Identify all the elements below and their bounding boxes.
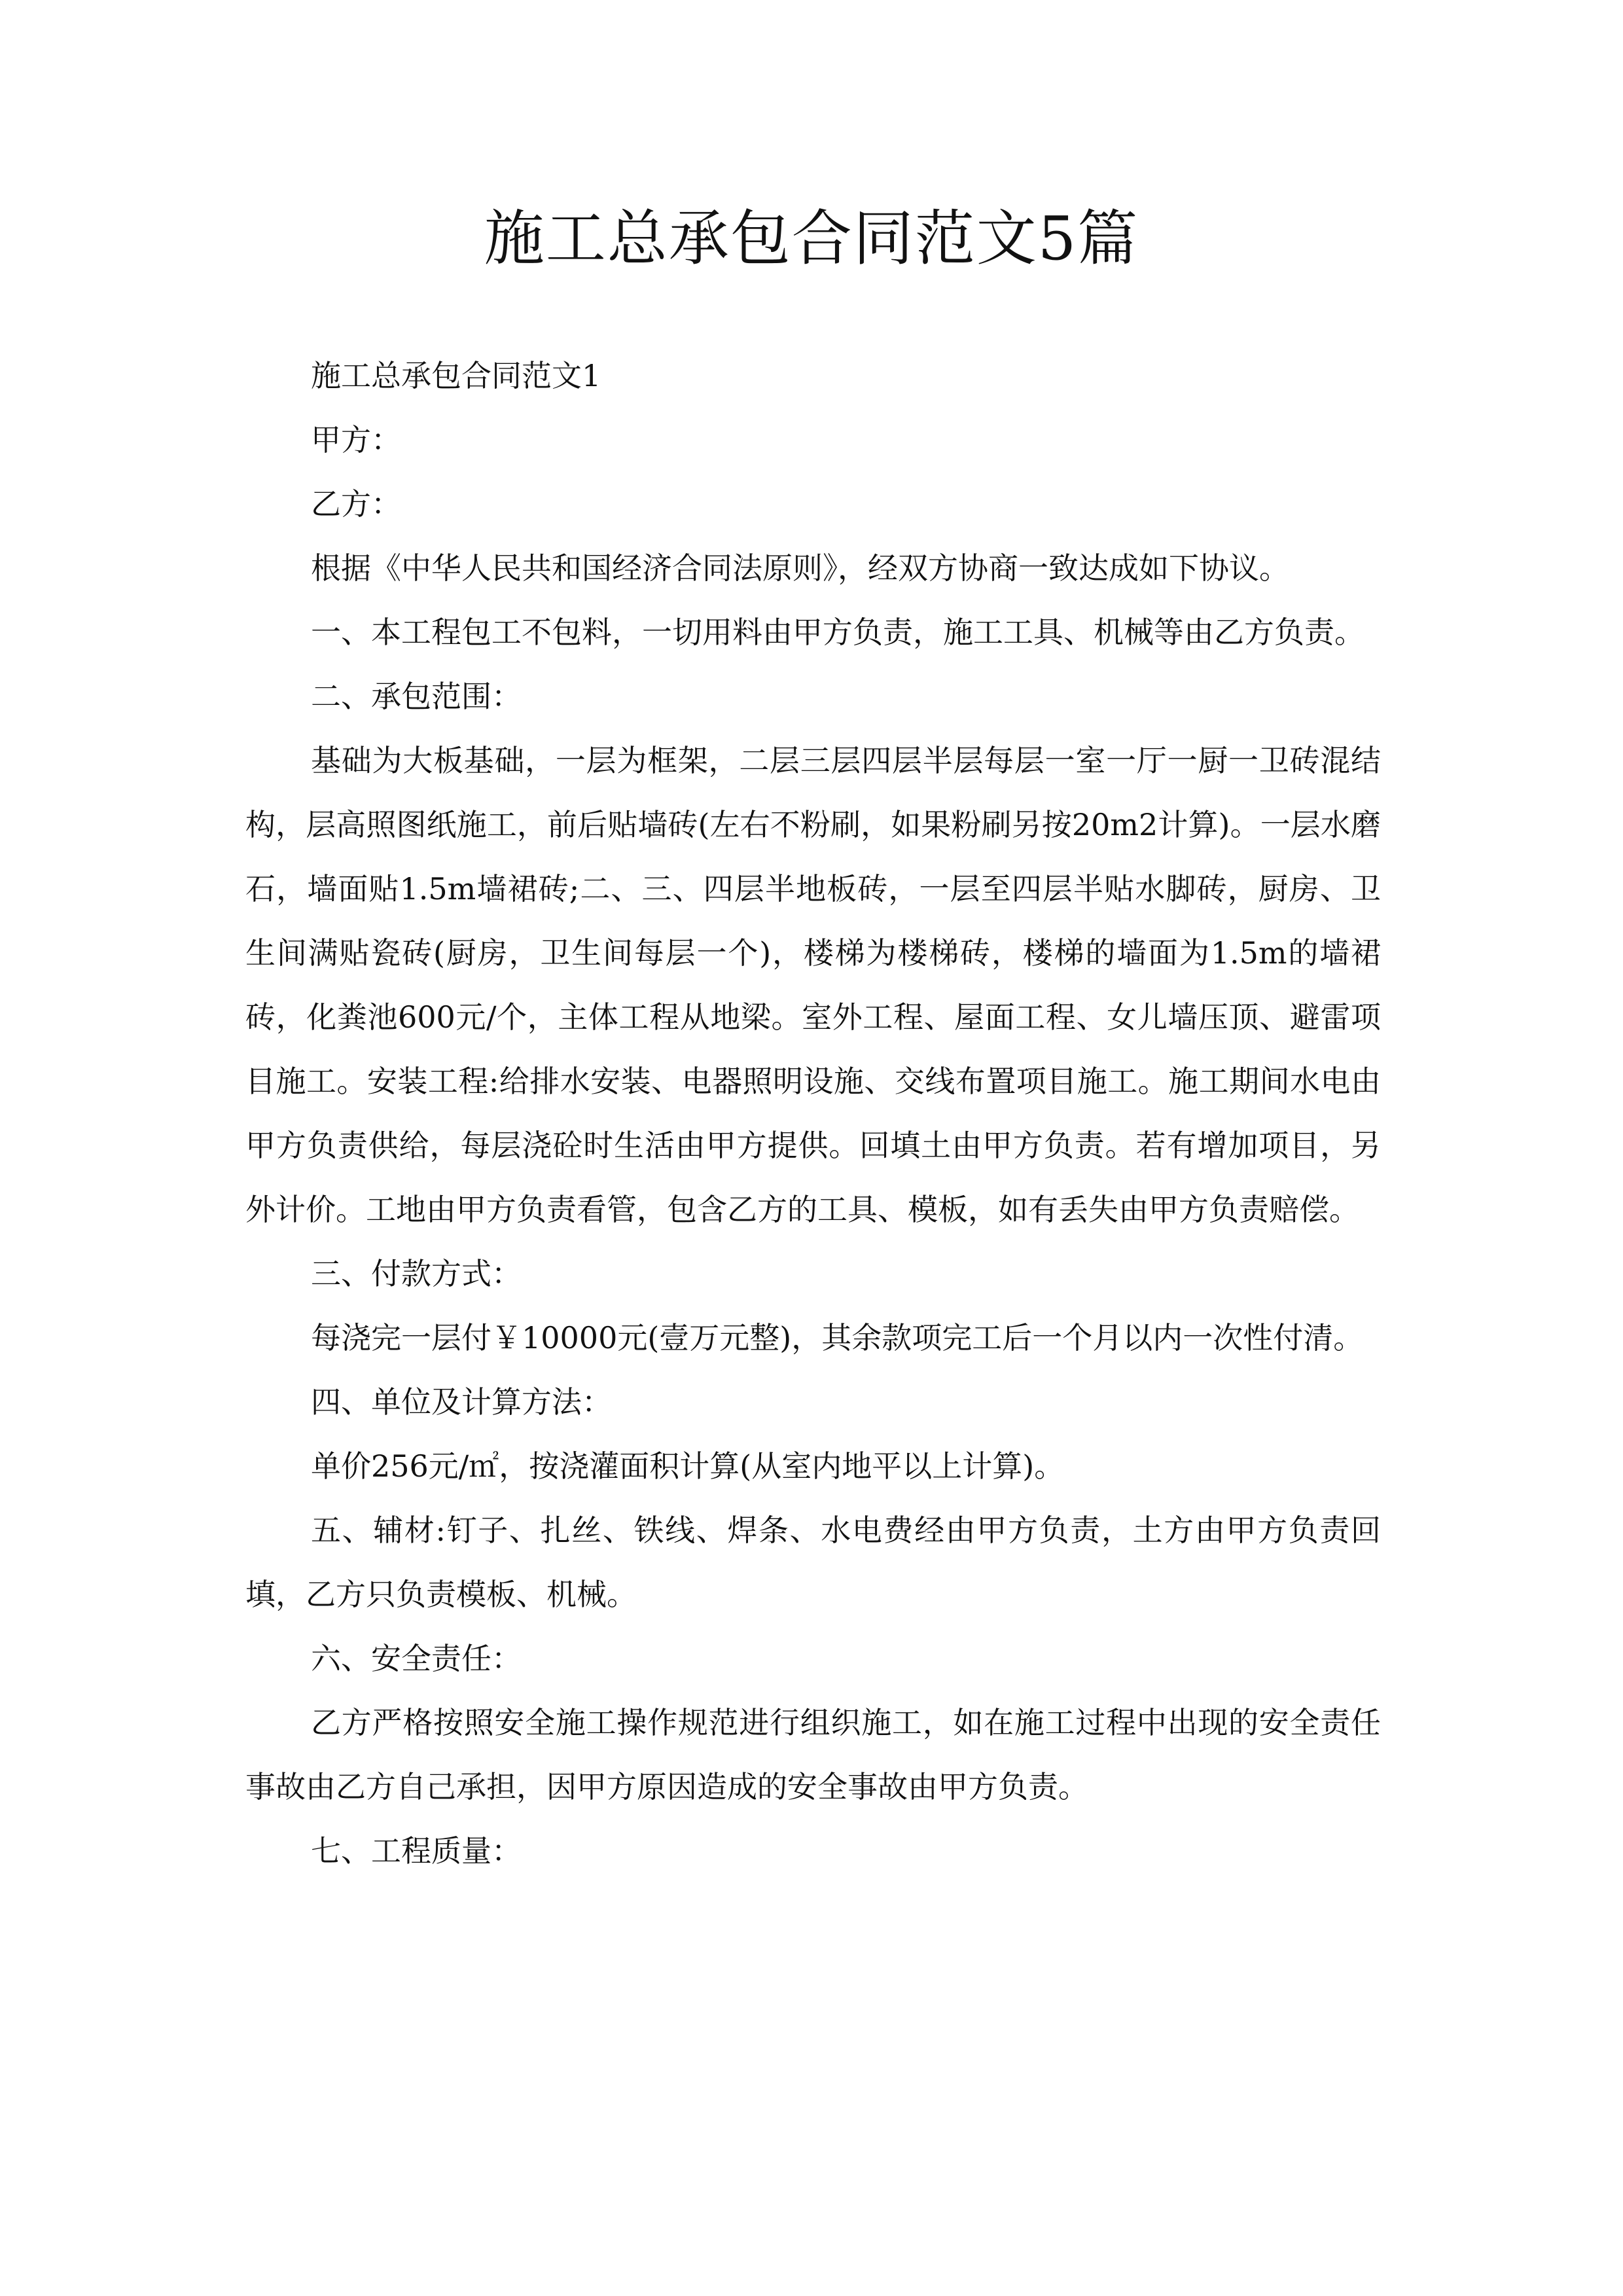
scope-paragraph: 基础为大板基础，一层为框架，二层三层四层半层每层一室一厅一厨一卫砖混结构，层高照图纸施工，前后贴墙砖(左右不粉刷，如果粉刷另按20m2计算)。一层水磨石，墙面贴1.5m墙裙砖;二、三、四层半地板砖，一层至四层半贴水脚砖，厨房、卫生间满贴瓷砖(厨房，卫生间每层一个)，楼梯为楼梯砖，楼梯的墙面为1.5m的墙裙砖，化粪池600元/个，主体工程从地梁。室外工程、屋面工程、女儿墙压顶、避雷项目施工。安装工程:给排水安装、电器照明设施、交线布置项目施工。施工期间水电由甲方负责供给，每层浇砼时生活由甲方提供。回填土由甲方负责。若有增加项目，另外计价。工地由甲方负责看管，包含乙方的工具、模板，如有丢失由甲方负责赔偿。 <box>245 743 1381 1227</box>
party-b-line: 乙方： <box>311 486 401 522</box>
document-body <box>245 344 1381 1883</box>
clause-3-heading: 三、付款方式： <box>311 1256 522 1291</box>
clause-2-heading: 二、承包范围： <box>311 679 522 714</box>
contract-heading: 施工总承包合同范文1 <box>311 358 601 393</box>
clause-1-paragraph: 一、本工程包工不包料，一切用料由甲方负责，施工工具、机械等由乙方负责。 <box>311 615 1364 650</box>
clause-5-paragraph: 五、辅材:钉子、扎丝、铁线、焊条、水电费经由甲方负责，土方由甲方负责回填，乙方只负责模板、机械。 <box>245 1513 1381 1612</box>
payment-paragraph: 每浇完一层付￥10000元(壹万元整)，其余款项完工后一个月以内一次性付清。 <box>311 1320 1364 1355</box>
preamble-paragraph: 根据《中华人民共和国经济合同法原则》，经双方协商一致达成如下协议。 <box>311 550 1289 586</box>
clause-4-heading: 四、单位及计算方法： <box>311 1384 612 1420</box>
safety-paragraph: 乙方严格按照安全施工操作规范进行组织施工，如在施工过程中出现的安全责任事故由乙方自己承担，因甲方原因造成的安全事故由甲方负责。 <box>245 1705 1381 1804</box>
clause-6-heading: 六、安全责任： <box>311 1641 522 1676</box>
party-a-line: 甲方： <box>311 422 401 457</box>
unit-price-paragraph: 单价256元/㎡，按浇灌面积计算(从室内地平以上计算)。 <box>311 1448 1065 1484</box>
clause-7-heading: 七、工程质量： <box>311 1833 522 1869</box>
document-title: 施工总承包合同范文5篇 <box>484 204 1139 274</box>
